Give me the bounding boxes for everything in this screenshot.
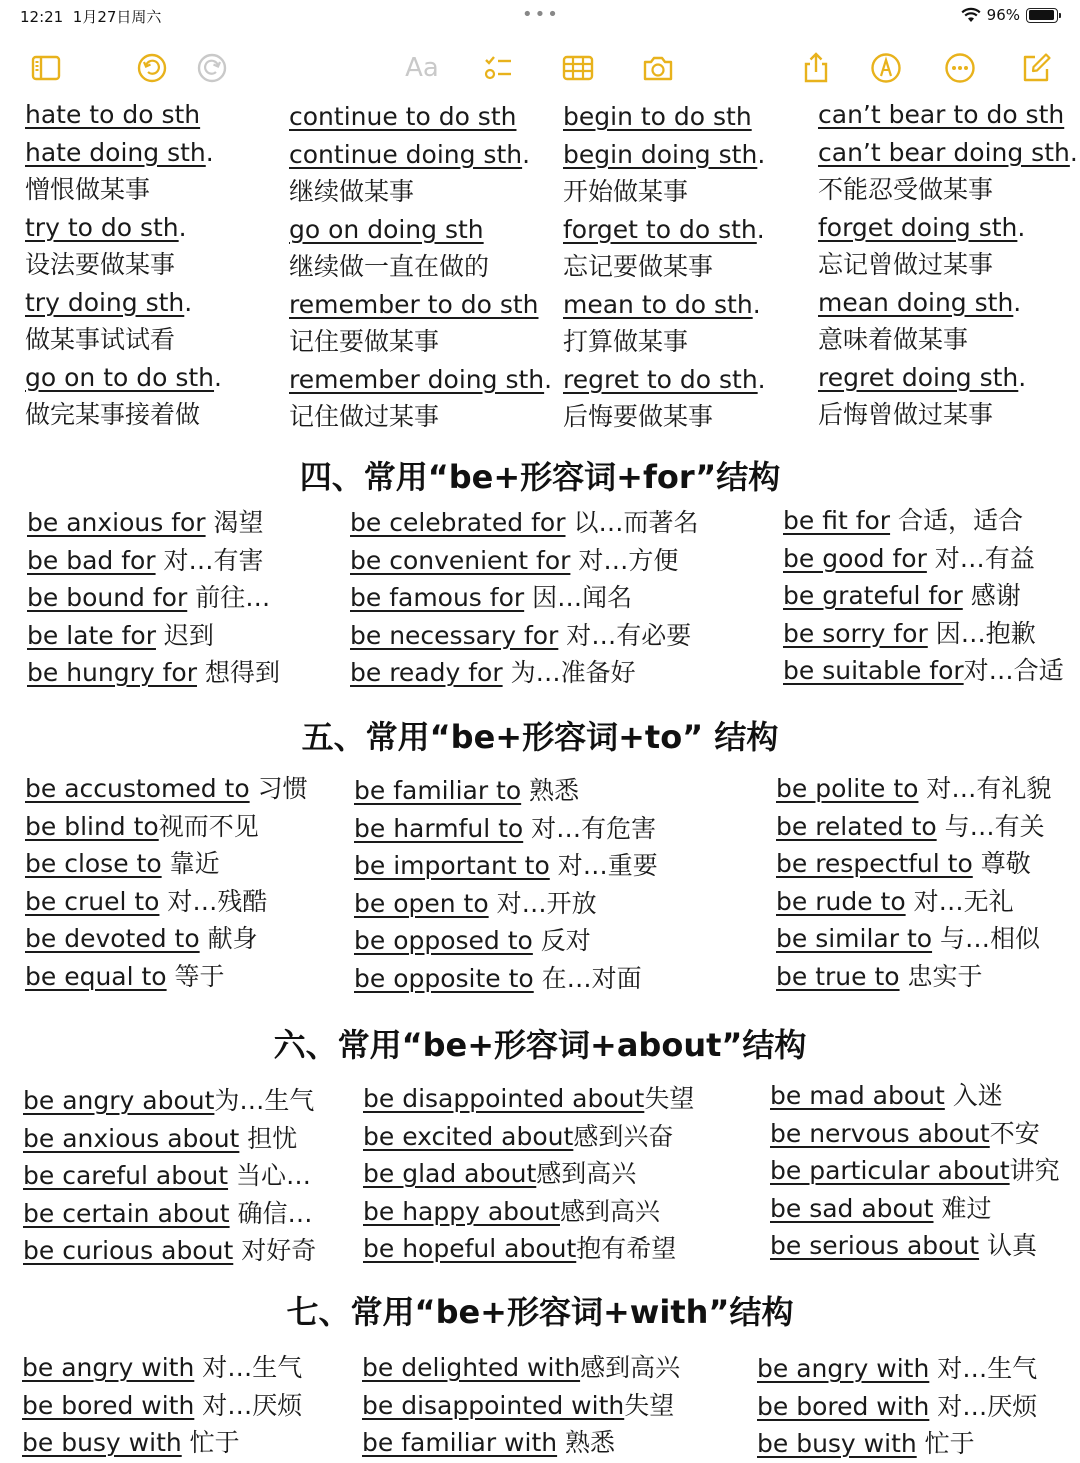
phrase-meaning: 做完某事接着做	[25, 400, 201, 429]
phrase-meaning: 讲究	[1009, 1156, 1060, 1185]
phrase-line	[289, 361, 552, 399]
phrase-line	[25, 920, 308, 958]
phrase-meaning: 尊敬	[972, 849, 1031, 878]
phrase-meaning: 感到兴奋	[573, 1121, 674, 1151]
phrase-english: be bored with	[757, 1391, 930, 1421]
phrase-line	[27, 504, 280, 542]
phrase-line	[818, 321, 1078, 359]
phrase-line	[563, 211, 766, 249]
phrase-line	[22, 1349, 302, 1387]
phrase-meaning: 靠近	[161, 849, 220, 878]
phrase-line	[757, 1350, 1037, 1388]
phrase-meaning: .	[1017, 212, 1026, 242]
phrase-line	[354, 772, 658, 810]
phrase-english: be bound for	[27, 583, 188, 612]
phrase-line	[363, 1080, 694, 1118]
phrase-line	[25, 883, 308, 921]
phrase-english: be sorry for	[783, 618, 928, 648]
phrase-meaning: 对…重要	[549, 851, 658, 880]
phrase-english: be disappointed with	[362, 1390, 625, 1420]
phrase-meaning: 忙于	[181, 1428, 240, 1457]
phrase-line	[563, 286, 766, 324]
phrase-line	[818, 284, 1078, 322]
undo-icon[interactable]	[132, 48, 172, 88]
phrase-meaning: 视而不见	[158, 811, 259, 841]
phrase-english: hate doing sth	[25, 137, 206, 167]
phrase-english: be sad about	[770, 1193, 934, 1223]
phrase-english: continue to do sth	[289, 102, 517, 131]
section-column	[350, 504, 698, 692]
phrase-meaning: 继续做某事	[289, 177, 415, 206]
phrase-english: be famous for	[350, 583, 525, 612]
section-column	[22, 1349, 302, 1462]
phrase-line	[350, 617, 698, 655]
phrase-english: be angry with	[757, 1354, 930, 1383]
top-column	[563, 98, 766, 436]
phrase-line	[563, 361, 766, 399]
phrase-english: be respectful to	[776, 849, 973, 878]
phrase-line	[25, 96, 222, 134]
phrase-english: regret doing sth	[818, 362, 1019, 392]
status-bar	[0, 0, 1080, 34]
phrase-meaning: 对…有必要	[558, 620, 692, 650]
phrase-english: be glad about	[363, 1159, 537, 1188]
phrase-english: be convenient for	[350, 545, 571, 575]
phrase-meaning: 前往…	[187, 583, 271, 612]
phrase-line	[354, 810, 658, 848]
phrase-line	[25, 845, 308, 883]
phrase-english: be equal to	[25, 961, 167, 991]
phrase-meaning: 感谢	[962, 581, 1021, 610]
phrase-meaning: 后悔曾做过某事	[818, 400, 994, 429]
phrase-meaning: .	[757, 139, 766, 169]
phrase-meaning: 献身	[199, 924, 258, 953]
phrase-english: be late for	[27, 620, 156, 650]
phrase-english: be familiar with	[362, 1428, 558, 1457]
phrase-meaning: 设法要做某事	[25, 250, 176, 279]
phrase-line	[289, 98, 552, 136]
phrase-meaning: .	[178, 212, 187, 242]
battery-percent: 96%	[986, 6, 1020, 24]
phrase-meaning: 记住做过某事	[289, 402, 440, 431]
phrase-meaning: 熟悉	[521, 776, 580, 805]
phrase-english: forget doing sth	[818, 212, 1018, 242]
phrase-meaning: 开始做某事	[563, 177, 689, 206]
phrase-line	[363, 1155, 694, 1193]
phrase-meaning: 忠实于	[899, 961, 983, 991]
phrase-line	[770, 1077, 1060, 1115]
phrase-line	[363, 1230, 694, 1268]
phrase-english: be cruel to	[25, 886, 160, 916]
phrase-line	[350, 542, 698, 580]
phrase-english: be bored with	[22, 1390, 195, 1420]
phrase-meaning: 不安	[989, 1118, 1040, 1148]
phrase-english: continue doing sth	[289, 139, 523, 169]
phrase-line	[757, 1388, 1037, 1426]
phrase-english: forget to do sth	[563, 214, 757, 244]
phrase-meaning: .	[752, 289, 761, 319]
phrase-english: be polite to	[776, 774, 919, 803]
phrase-english: be bad for	[27, 545, 156, 575]
phrase-meaning: 与…相似	[932, 924, 1041, 953]
phrase-line	[354, 960, 658, 998]
phrase-english: be true to	[776, 961, 900, 991]
phrase-line	[818, 359, 1078, 397]
phrase-english: begin to do sth	[563, 102, 752, 131]
phrase-english: be busy with	[22, 1428, 182, 1457]
phrase-english: be excited about	[363, 1121, 574, 1151]
top-column	[25, 96, 222, 434]
redo-icon[interactable]	[192, 48, 232, 88]
phrase-line	[363, 1118, 694, 1156]
phrase-line	[783, 615, 1064, 653]
phrase-english: be similar to	[776, 924, 933, 953]
phrase-line	[25, 321, 222, 359]
status-indicators	[961, 6, 1058, 24]
phrase-line	[354, 847, 658, 885]
phrase-meaning: 抱有希望	[576, 1234, 677, 1263]
multitasking-dots-icon[interactable]: •••	[522, 4, 560, 25]
phrase-line	[770, 1152, 1060, 1190]
phrase-english: be hungry for	[27, 658, 197, 687]
phrase-meaning: 因…抱歉	[927, 618, 1036, 648]
phrase-line	[25, 209, 222, 247]
section-column	[27, 504, 280, 692]
phrase-english: can’t bear doing sth	[818, 137, 1070, 167]
phrase-english: be open to	[354, 888, 489, 918]
phrase-line	[23, 1195, 316, 1233]
phrase-english: be celebrated for	[350, 508, 566, 537]
phrase-line	[770, 1190, 1060, 1228]
phrase-meaning: 感到高兴	[580, 1353, 681, 1382]
phrase-line	[23, 1082, 316, 1120]
phrase-meaning: .	[757, 364, 766, 394]
phrase-meaning: 对…有礼貌	[918, 774, 1052, 803]
phrase-meaning: .	[1018, 362, 1027, 392]
phrase-english: be blind to	[25, 811, 159, 841]
section-column	[23, 1082, 316, 1270]
phrase-meaning: 对…生气	[194, 1353, 303, 1382]
phrase-meaning: 反对	[532, 926, 591, 955]
phrase-line	[776, 883, 1051, 921]
phrase-line	[25, 246, 222, 284]
phrase-line	[818, 246, 1078, 284]
phrase-english: be mad about	[770, 1081, 945, 1110]
markup-icon[interactable]	[866, 48, 906, 88]
phrase-line	[25, 284, 222, 322]
phrase-meaning: 难过	[933, 1193, 992, 1223]
phrase-meaning: 不能忍受做某事	[818, 175, 994, 204]
phrase-meaning: 对…有益	[926, 543, 1035, 573]
phrase-meaning: 对…有害	[155, 545, 264, 575]
phrase-line	[818, 96, 1078, 134]
phrase-meaning: 在…对面	[533, 963, 642, 993]
phrase-line	[818, 396, 1078, 434]
phrase-line	[363, 1193, 694, 1231]
phrase-line	[563, 248, 766, 286]
phrase-line	[354, 922, 658, 960]
phrase-line	[22, 1387, 302, 1425]
phrase-line	[563, 323, 766, 361]
phrase-meaning: .	[184, 287, 193, 317]
phrase-meaning: 对…残酷	[159, 886, 268, 916]
phrase-english: be opposed to	[354, 926, 533, 955]
section-column	[757, 1350, 1037, 1463]
section-column	[363, 1080, 694, 1268]
phrase-meaning: .	[205, 137, 214, 167]
phrase-english: be fit for	[783, 506, 891, 535]
section-title: 五、常用“be+形容词+to” 结构	[301, 718, 779, 756]
phrase-english: be harmful to	[354, 813, 524, 843]
phrase-english: remember to do sth	[289, 289, 539, 319]
phrase-english: be nervous about	[770, 1118, 990, 1148]
phrase-english: hate to do sth	[25, 100, 201, 129]
phrase-english: try to do sth	[25, 212, 179, 242]
phrase-meaning: 感到高兴	[536, 1159, 637, 1188]
phrase-english: regret to do sth	[563, 364, 758, 394]
phrase-meaning: 对…合适	[963, 656, 1064, 685]
phrase-meaning: 失望	[644, 1084, 695, 1113]
section-title: 七、常用“be+形容词+with”结构	[286, 1293, 794, 1331]
text-format-icon[interactable]: Aa	[405, 53, 439, 83]
phrase-line	[362, 1424, 680, 1462]
phrase-english: be angry about	[23, 1086, 215, 1115]
phrase-line	[776, 845, 1051, 883]
phrase-line	[289, 286, 552, 324]
phrase-line	[25, 359, 222, 397]
phrase-line	[354, 885, 658, 923]
phrase-line	[770, 1227, 1060, 1265]
phrase-english: mean doing sth	[818, 287, 1014, 317]
phrase-meaning: 对…方便	[570, 545, 679, 575]
phrase-line	[783, 577, 1064, 615]
phrase-meaning: 对…开放	[488, 888, 597, 918]
phrase-meaning: 以…而著名	[565, 508, 699, 537]
phrase-line	[350, 579, 698, 617]
phrase-line	[563, 136, 766, 174]
checklist-icon[interactable]	[478, 48, 518, 88]
phrase-meaning: 记住要做某事	[289, 327, 440, 356]
phrase-english: be familiar to	[354, 776, 522, 805]
phrase-line	[770, 1115, 1060, 1153]
phrase-english: be busy with	[757, 1429, 917, 1458]
phrase-meaning: .	[522, 139, 531, 169]
phrase-meaning: 忙于	[916, 1429, 975, 1458]
phrase-line	[563, 98, 766, 136]
phrase-line	[818, 209, 1078, 247]
phrase-meaning: 为…生气	[214, 1086, 315, 1115]
phrase-english: be happy about	[363, 1196, 560, 1226]
wifi-icon	[961, 8, 981, 23]
phrase-meaning: 失望	[624, 1390, 675, 1420]
phrase-meaning: 因…闻名	[524, 583, 633, 612]
phrase-meaning: .	[544, 364, 553, 394]
top-column	[818, 96, 1078, 434]
phrase-meaning: .	[214, 362, 222, 392]
phrase-line	[289, 211, 552, 249]
phrase-english: be opposite to	[354, 963, 534, 993]
phrase-english: be anxious for	[27, 508, 206, 537]
phrase-line	[22, 1424, 302, 1462]
phrase-meaning: 打算做某事	[563, 327, 689, 356]
phrase-line	[818, 134, 1078, 172]
phrase-meaning: 忘记曾做过某事	[818, 250, 994, 279]
phrase-english: be serious about	[770, 1231, 980, 1260]
phrase-english: be anxious about	[23, 1123, 240, 1153]
phrase-line	[818, 171, 1078, 209]
phrase-english: go on doing sth	[289, 214, 484, 244]
phrase-meaning: 后悔要做某事	[563, 402, 714, 431]
phrase-line	[783, 652, 1064, 690]
phrase-line	[776, 770, 1051, 808]
table-icon[interactable]	[558, 48, 598, 88]
phrase-english: be devoted to	[25, 924, 200, 953]
phrase-meaning: 憎恨做某事	[25, 175, 151, 204]
phrase-line	[27, 654, 280, 692]
phrase-meaning: 做某事试试看	[25, 325, 176, 354]
phrase-english: be necessary for	[350, 620, 559, 650]
phrase-english: be close to	[25, 849, 162, 878]
phrase-meaning: 当心…	[228, 1161, 311, 1190]
phrase-meaning: 想得到	[197, 658, 280, 687]
phrase-line	[289, 398, 552, 436]
phrase-meaning: 为…准备好	[502, 658, 636, 687]
phrase-line	[563, 398, 766, 436]
phrase-line	[289, 248, 552, 286]
phrase-english: be certain about	[23, 1198, 230, 1228]
phrase-meaning: 合适，适合	[890, 506, 1024, 535]
phrase-english: be accustomed to	[25, 774, 250, 803]
phrase-english: be curious about	[23, 1236, 234, 1265]
phrase-english: go on to do sth	[25, 362, 215, 392]
phrase-english: be angry with	[22, 1353, 195, 1382]
phrase-english: mean to do sth	[563, 289, 753, 319]
phrase-english: be suitable for	[783, 656, 964, 685]
phrase-english: can’t bear to do sth	[818, 100, 1065, 129]
phrase-english: begin doing sth	[563, 139, 758, 169]
phrase-line	[289, 323, 552, 361]
compose-icon[interactable]	[1016, 48, 1056, 88]
phrase-line	[23, 1120, 316, 1158]
phrase-meaning: .	[1069, 137, 1078, 167]
phrase-meaning: 感到高兴	[559, 1196, 660, 1226]
phrase-line	[350, 504, 698, 542]
phrase-english: be careful about	[23, 1161, 229, 1190]
phrase-line	[25, 396, 222, 434]
phrase-line	[776, 958, 1051, 996]
phrase-line	[25, 770, 308, 808]
phrase-english: be rude to	[776, 886, 906, 916]
share-icon[interactable]	[796, 48, 836, 88]
sidebar-icon[interactable]	[26, 48, 66, 88]
phrase-line	[27, 617, 280, 655]
battery-icon	[1026, 8, 1058, 23]
phrase-line	[23, 1232, 316, 1270]
phrase-english: be related to	[776, 811, 937, 841]
phrase-english: be delighted with	[362, 1353, 581, 1382]
camera-icon[interactable]	[638, 48, 678, 88]
phrase-line	[783, 540, 1064, 578]
phrase-english: be hopeful about	[363, 1234, 577, 1263]
phrase-meaning: 对…生气	[929, 1354, 1038, 1383]
section-column	[776, 770, 1051, 995]
phrase-meaning: 渴望	[205, 508, 264, 537]
phrase-line	[25, 171, 222, 209]
phrase-line	[776, 920, 1051, 958]
phrase-line	[27, 579, 280, 617]
phrase-meaning: 确信…	[229, 1198, 313, 1228]
section-column	[25, 770, 308, 995]
phrase-line	[757, 1425, 1037, 1463]
section-column	[770, 1077, 1060, 1265]
phrase-meaning: 与…有关	[936, 811, 1045, 841]
phrase-line	[783, 502, 1064, 540]
phrase-meaning: 对…厌烦	[194, 1390, 303, 1420]
phrase-line	[776, 808, 1051, 846]
phrase-english: be particular about	[770, 1156, 1010, 1185]
phrase-meaning: 迟到	[155, 620, 214, 650]
phrase-meaning: 入迷	[944, 1081, 1003, 1110]
phrase-english: remember doing sth	[289, 364, 545, 394]
phrase-meaning: .	[1013, 287, 1022, 317]
notes-toolbar	[0, 40, 1080, 92]
phrase-line	[362, 1387, 680, 1425]
phrase-line	[25, 808, 308, 846]
section-title: 六、常用“be+形容词+about”结构	[273, 1026, 807, 1064]
phrase-english: be good for	[783, 543, 927, 573]
phrase-english: be grateful for	[783, 581, 963, 610]
phrase-meaning: .	[756, 214, 765, 244]
phrase-line	[23, 1157, 316, 1195]
section-column	[354, 772, 658, 997]
phrase-line	[25, 134, 222, 172]
phrase-meaning: 习惯	[249, 774, 308, 803]
status-time: 12:21 1月27日周六	[20, 8, 162, 26]
phrase-meaning: 意味着做某事	[818, 325, 969, 354]
phrase-line	[289, 136, 552, 174]
phrase-line	[27, 542, 280, 580]
phrase-meaning: 对…无礼	[905, 886, 1014, 916]
section-title: 四、常用“be+形容词+for”结构	[299, 458, 781, 496]
section-column	[783, 502, 1064, 690]
top-column	[289, 98, 552, 436]
phrase-meaning: 对好奇	[233, 1236, 317, 1265]
more-icon[interactable]	[940, 48, 980, 88]
phrase-meaning: 继续做一直在做的	[289, 252, 490, 281]
section-column	[362, 1349, 680, 1462]
phrase-line	[25, 958, 308, 996]
phrase-line	[362, 1349, 680, 1387]
phrase-meaning: 熟悉	[557, 1428, 616, 1457]
phrase-meaning: 对…厌烦	[929, 1391, 1038, 1421]
phrase-line	[563, 173, 766, 211]
phrase-meaning: 对…有危害	[523, 813, 657, 843]
phrase-meaning: 担忧	[239, 1123, 298, 1153]
phrase-meaning: 忘记要做某事	[563, 252, 714, 281]
phrase-english: be important to	[354, 851, 550, 880]
phrase-english: try doing sth	[25, 287, 185, 317]
phrase-meaning: 认真	[979, 1231, 1038, 1260]
phrase-line	[350, 654, 698, 692]
phrase-english: be ready for	[350, 658, 503, 687]
phrase-meaning: 等于	[166, 961, 225, 991]
phrase-english: be disappointed about	[363, 1084, 645, 1113]
phrase-line	[289, 173, 552, 211]
